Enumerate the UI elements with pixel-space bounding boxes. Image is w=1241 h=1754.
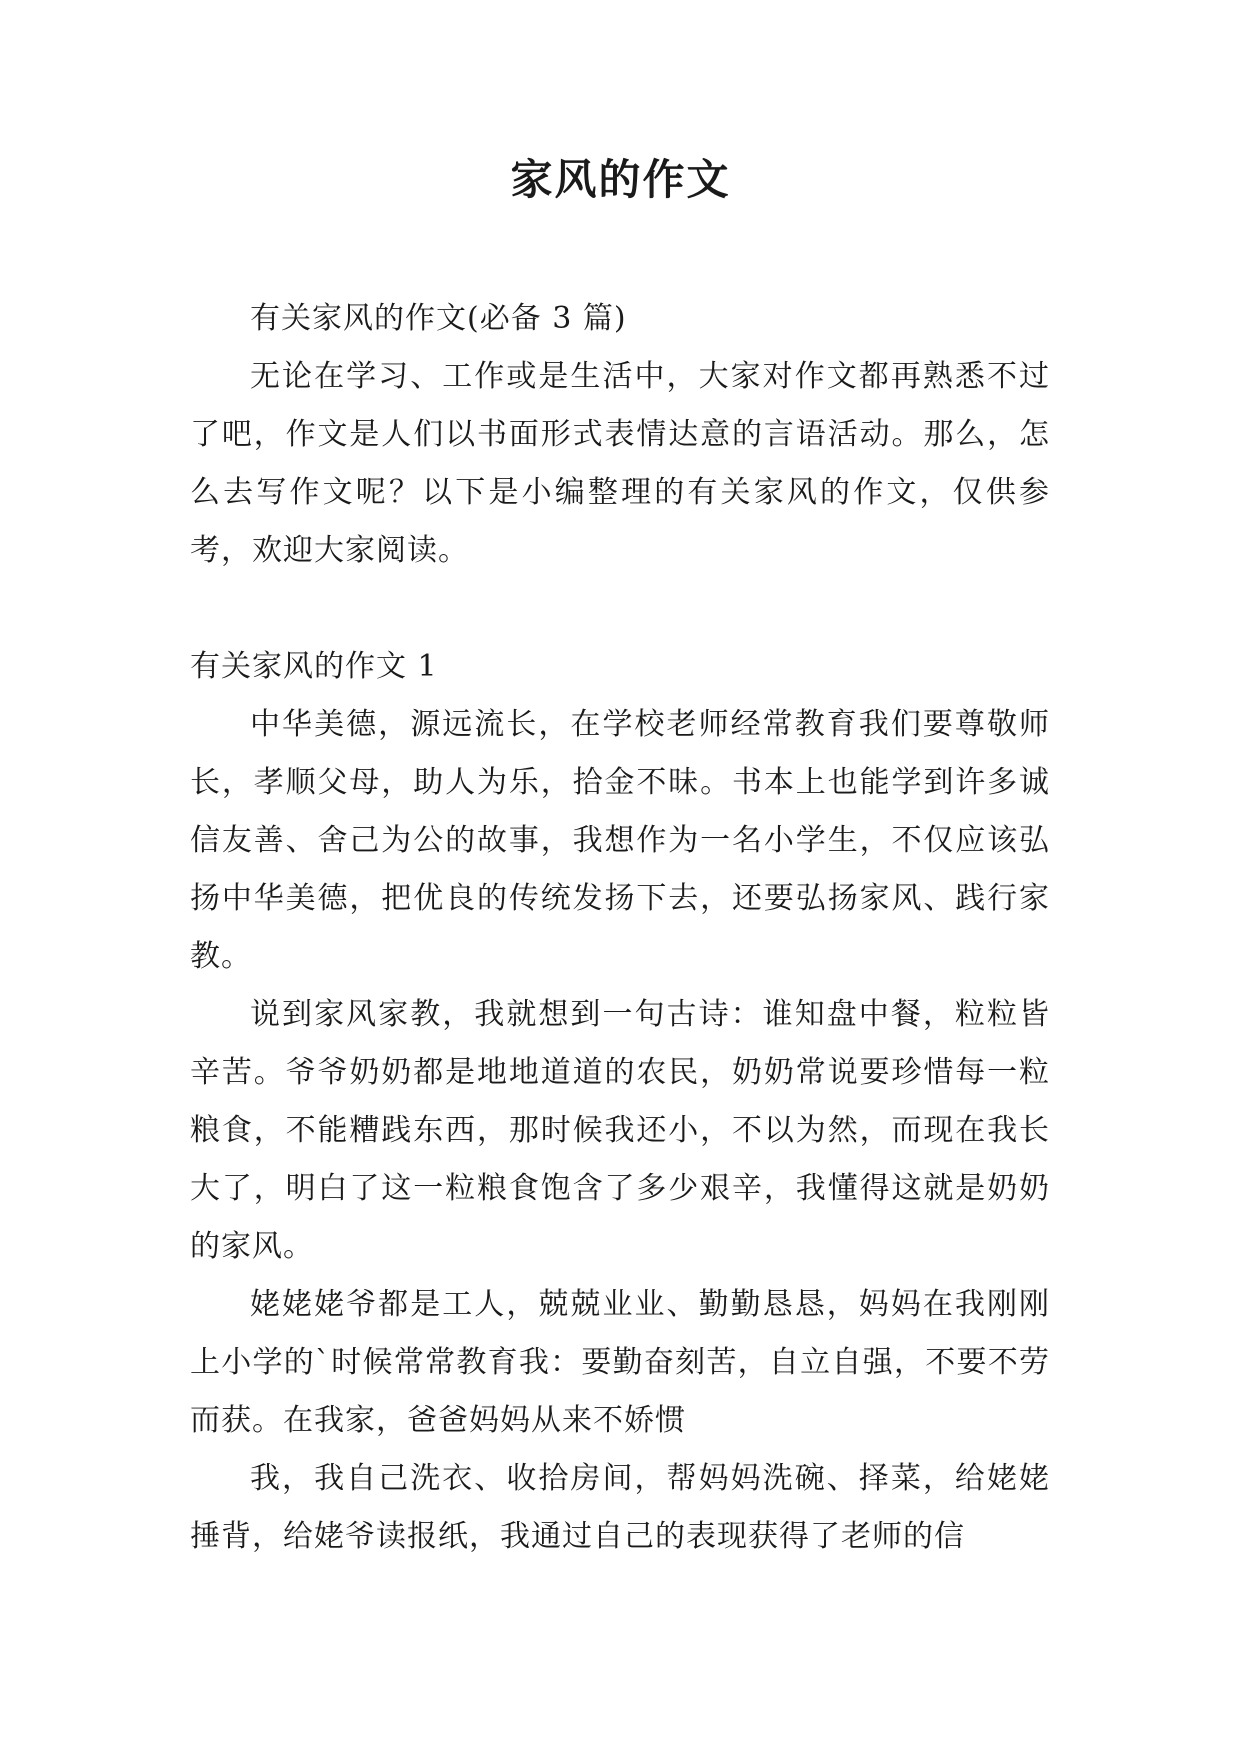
section-heading: 有关家风的作文 1 (190, 649, 438, 684)
document-subtitle: 有关家风的作文(必备 3 篇) (250, 301, 627, 336)
body-paragraph: 姥姥姥爷都是工人，兢兢业业、勤勤恳恳，妈妈在我刚刚上小学的`时候常常教育我：要勤奋刻苦，自立自强，不要不劳而获。在我家，爸爸妈妈从来不娇惯 (190, 1287, 1050, 1438)
body-paragraph: 中华美德，源远流长，在学校老师经常教育我们要尊敬师长，孝顺父母，助人为乐，拾金不昧。书本上也能学到许多诚信友善、舍己为公的故事，我想作为一名小学生，不仅应该弘扬中华美德，把优良的传统发扬下去，还要弘扬家风、践行家教。 (190, 707, 1050, 974)
intro-paragraph: 无论在学习、工作或是生活中，大家对作文都再熟悉不过了吧，作文是人们以书面形式表情达意的言语活动。那么，怎么去写作文呢？以下是小编整理的有关家风的作文，仅供参考，欢迎大家阅读。 (190, 359, 1050, 568)
document-title: 家风的作文 (510, 155, 731, 204)
body-paragraph: 说到家风家教，我就想到一句古诗：谁知盘中餐，粒粒皆辛苦。爷爷奶奶都是地地道道的农民，奶奶常说要珍惜每一粒粮食，不能糟践东西，那时候我还小，不以为然，而现在我长大了，明白了这一粒粮食饱含了多少艰辛，我懂得这就是奶奶的家风。 (190, 997, 1050, 1264)
document-body (190, 290, 1050, 1566)
section-spacer (190, 580, 1050, 638)
body-paragraph: 我，我自己洗衣、收拾房间，帮妈妈洗碗、择菜，给姥姥捶背，给姥爷读报纸，我通过自己的表现获得了老师的信 (190, 1461, 1050, 1554)
